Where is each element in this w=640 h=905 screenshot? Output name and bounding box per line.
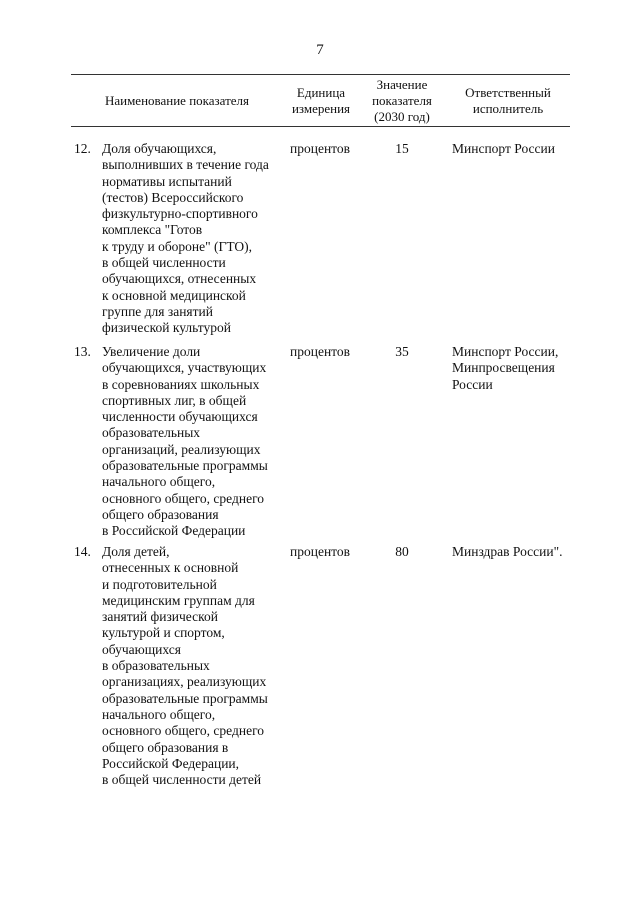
unit-cell: процентов (290, 344, 351, 359)
header-responsible: Ответственный исполнитель (465, 85, 551, 116)
unit-cell: процентов (290, 544, 351, 559)
responsible-cell: Минспорт России (452, 141, 555, 156)
table-header-rule (71, 126, 570, 127)
header-value: Значение показателя (2030 год) (372, 77, 432, 124)
page-number: 7 (316, 42, 324, 58)
unit-cell: процентов (290, 141, 351, 156)
row-number: 13. (74, 344, 91, 359)
value-cell: 80 (395, 544, 409, 559)
header-indicator-name: Наименование показателя (104, 93, 250, 108)
row-number: 14. (74, 544, 91, 559)
value-cell: 15 (395, 141, 409, 156)
row-number: 12. (74, 141, 91, 156)
header-unit: Единица измерения (291, 85, 351, 116)
responsible-cell: Минспорт России, Минпросвещения России (452, 344, 559, 392)
responsible-cell: Минздрав России". (452, 544, 563, 559)
indicator-name: Увеличение доли обучающихся, участвующих в соревнованиях школьных спортивных лиг, в общей численности обучающихся образовательных организаций, реализующих образовательные программы начального общего, основного общего, среднего общего образования в Российской Федерации (102, 344, 268, 539)
indicator-name: Доля обучающихся, выполнивших в течение года нормативы испытаний (тестов) Всероссийского физкультурно-спортивного комплекса "Готов к труду и обороне" (ГТО), в общей численности обучающихся, отнесенных к основной медицинской группе для занятий физической культурой (102, 141, 269, 336)
value-cell: 35 (395, 344, 409, 359)
indicator-name: Доля детей, отнесенных к основной и подготовительной медицинским группам для занятий физической культурой и спортом, обучающихся в образовательных организациях, реализующих образовательные программы начального общего, основного общего, среднего общего образования в Российской Федерации, в общей численности детей (102, 544, 268, 788)
table-top-rule (71, 74, 570, 75)
